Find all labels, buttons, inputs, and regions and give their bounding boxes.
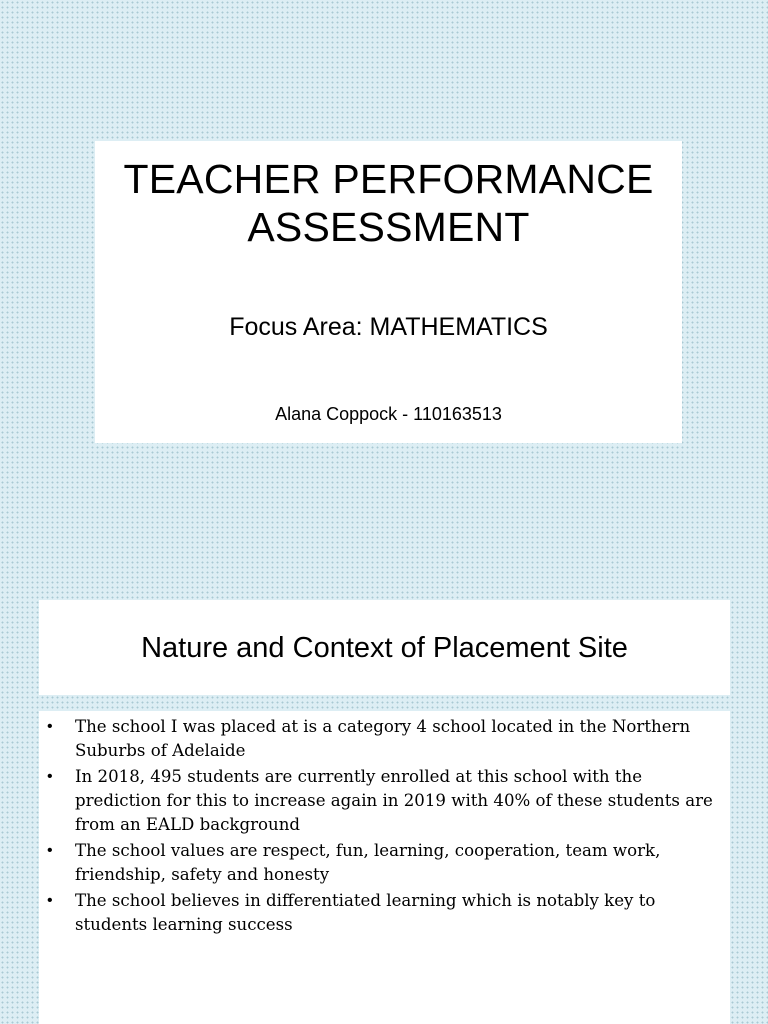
title-line-2: ASSESSMENT xyxy=(247,204,530,250)
bullet-list xyxy=(47,715,717,939)
bullet-icon: • xyxy=(47,718,53,735)
list-item xyxy=(47,715,717,763)
bullet-icon: • xyxy=(47,892,53,909)
bullet-icon: • xyxy=(47,842,53,859)
content-panel xyxy=(39,711,730,1024)
list-item-text: In 2018, 495 students are currently enrolled at this school with the prediction for this to increase again in 2019 with 40% of these students are from an EALD background xyxy=(75,767,713,834)
author-name-id: Alana Coppock - 110163513 xyxy=(275,404,502,424)
title-line-1: TEACHER PERFORMANCE xyxy=(123,156,654,202)
focus-area-subtitle: Focus Area: MATHEMATICS xyxy=(229,313,548,341)
section-header-card xyxy=(39,600,730,695)
list-item xyxy=(47,889,717,937)
list-item-text: The school believes in differentiated learning which is notably key to students learning success xyxy=(75,891,656,934)
bullet-icon: • xyxy=(47,768,53,785)
list-item-text: The school I was placed at is a category 4 school located in the Northern Suburbs of Adelaide xyxy=(75,717,691,760)
list-item-text: The school values are respect, fun, learning, cooperation, team work, friendship, safety and honesty xyxy=(75,841,661,884)
page-title xyxy=(95,155,682,251)
title-slide-card xyxy=(95,141,682,443)
list-item xyxy=(47,765,717,837)
list-item xyxy=(47,839,717,887)
section-heading: Nature and Context of Placement Site xyxy=(141,632,628,664)
